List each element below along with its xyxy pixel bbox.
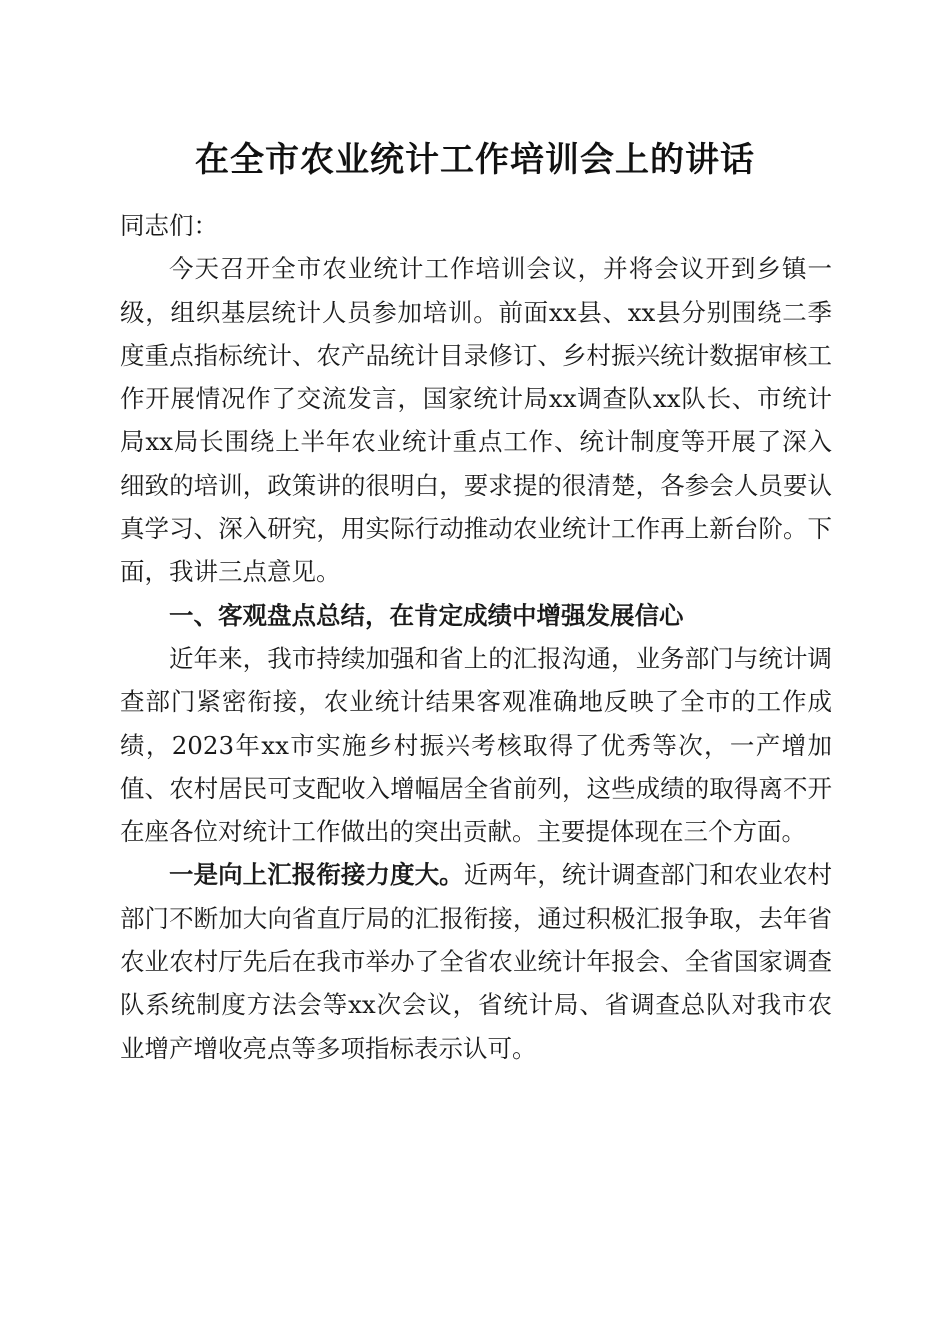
section1-paragraph: 近年来，我市持续加强和省上的汇报沟通，业务部门与统计调查部门紧密衔接，农业统计结果客观准确地反映了全市的工作成绩，2023年xx市实施乡村振兴考核取得了优秀等次，一产增加值、农村居民可支配收入增幅居全省前列，这些成绩的取得离不开在座各位对统计工作做出的突出贡献。主要提体现在三个方面。 [120, 643, 832, 847]
section-heading-1: 一、客观盘点总结，在肯定成绩中增强发展信心 [169, 600, 684, 630]
point1-text: 近两年，统计调查部门和农业农村部门不断加大向省直厅局的汇报衔接，通过积极汇报争取，去年省农业农村厅先后在我市举办了全省农业统计年报会、全省国家调查队系统制度方法会等xx次会议，省统计局、省调查总队对我市农业增产增收亮点等多项指标表示认可。 [120, 860, 833, 1063]
salutation: 同志们： [120, 211, 218, 240]
document-body [120, 204, 832, 1070]
document-title: 在全市农业统计工作培训会上的讲话 [195, 140, 755, 180]
intro-paragraph: 今天召开全市农业统计工作培训会议，并将会议开到乡镇一级，组织基层统计人员参加培训。前面xx县、xx县分别围绕二季度重点指标统计、农产品统计目录修订、乡村振兴统计数据审核工作开展情况作了交流发言，国家统计局xx调查队xx队长、市统计局xx局长围绕上半年农业统计重点工作、统计制度等开展了深入细致的培训，政策讲的很明白，要求提的很清楚，各参会人员要认真学习、深入研究，用实际行动推动农业统计工作再上新台阶。下面，我讲三点意见。 [120, 254, 832, 587]
point1-lead: 一是向上汇报衔接力度大。 [169, 860, 464, 890]
point1-paragraph [120, 853, 832, 1069]
